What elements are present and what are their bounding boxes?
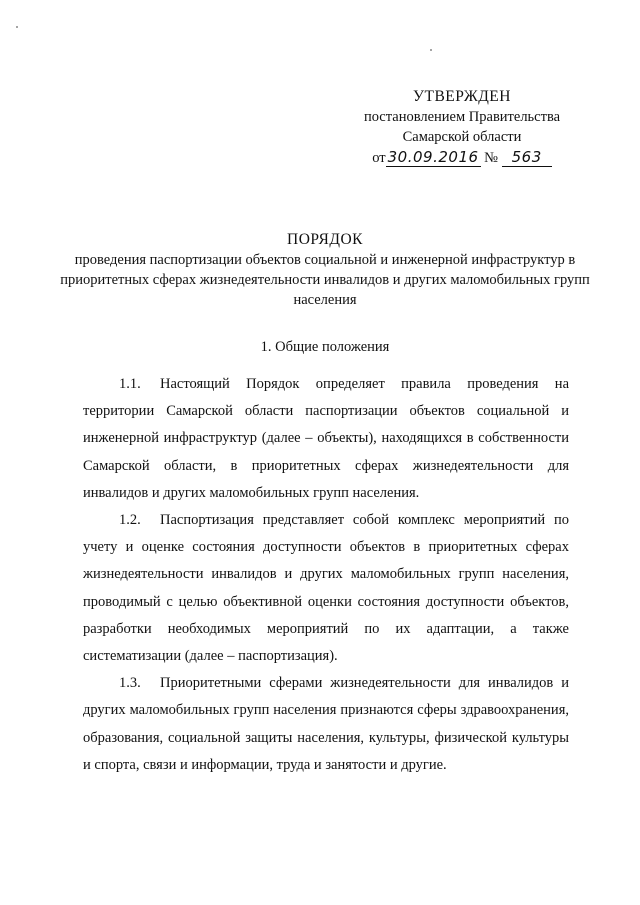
number-prefix: № — [484, 150, 498, 166]
scan-speck — [430, 49, 432, 51]
paragraph-1-2 — [83, 507, 569, 670]
scan-speck — [16, 26, 18, 28]
paragraph-text: Паспортизация представляет собой комплекс мероприятий по учету и оценке состояния доступности объектов в приоритетных сферах жизнедеятельности инвалидов и других маломобильных групп населения, проводимый с целью объективной оценки состояния доступности объектов, разработки необходимых мероприятий по их адаптации, а также систематизации (далее – паспортизация). — [83, 512, 569, 665]
paragraph-number: 1.2. — [119, 512, 141, 529]
approval-date-line — [352, 147, 572, 168]
approval-line-1: постановлением Правительства — [363, 109, 561, 125]
paragraph-1-3 — [83, 670, 569, 779]
section-heading: 1. Общие положения — [260, 339, 390, 355]
document-subtitle: проведения паспортизации объектов социальной и инженерной инфраструктур в приоритетных сферах жизнедеятельности инвалидов и других маломобильных групп населения — [60, 252, 590, 308]
handwritten-date: 30.09.2016 — [387, 148, 479, 166]
approval-title: УТВЕРЖДЕН — [413, 88, 511, 105]
paragraph-number: 1.3. — [119, 675, 141, 692]
handwritten-number: 563 — [502, 148, 552, 167]
paragraph-text: Приоритетными сферами жизнедеятельности для инвалидов и других маломобильных групп населения признаются сферы здравоохранения, образования, социальной защиты населения, культуры, физической культуры и спорта, связи и информации, труда и занятости и другие. — [83, 675, 569, 773]
document-title-block — [60, 230, 590, 310]
paragraph-1-1 — [83, 371, 569, 507]
approval-line-2: Самарской области — [402, 129, 522, 145]
document-title: ПОРЯДОК — [287, 231, 363, 248]
paragraph-number: 1.1. — [119, 376, 141, 392]
date-prefix: от — [372, 150, 386, 166]
paragraph-text: Настоящий Порядок определяет правила проведения на территории Самарской области паспортизации объектов социальной и инженерной инфраструктур (далее – объекты), находящихся в собственности Самарской области, в приоритетных сферах жизнедеятельности для инвалидов и других маломобильных групп населения. — [83, 376, 569, 501]
approval-stamp — [352, 87, 572, 168]
document-body — [83, 371, 569, 779]
